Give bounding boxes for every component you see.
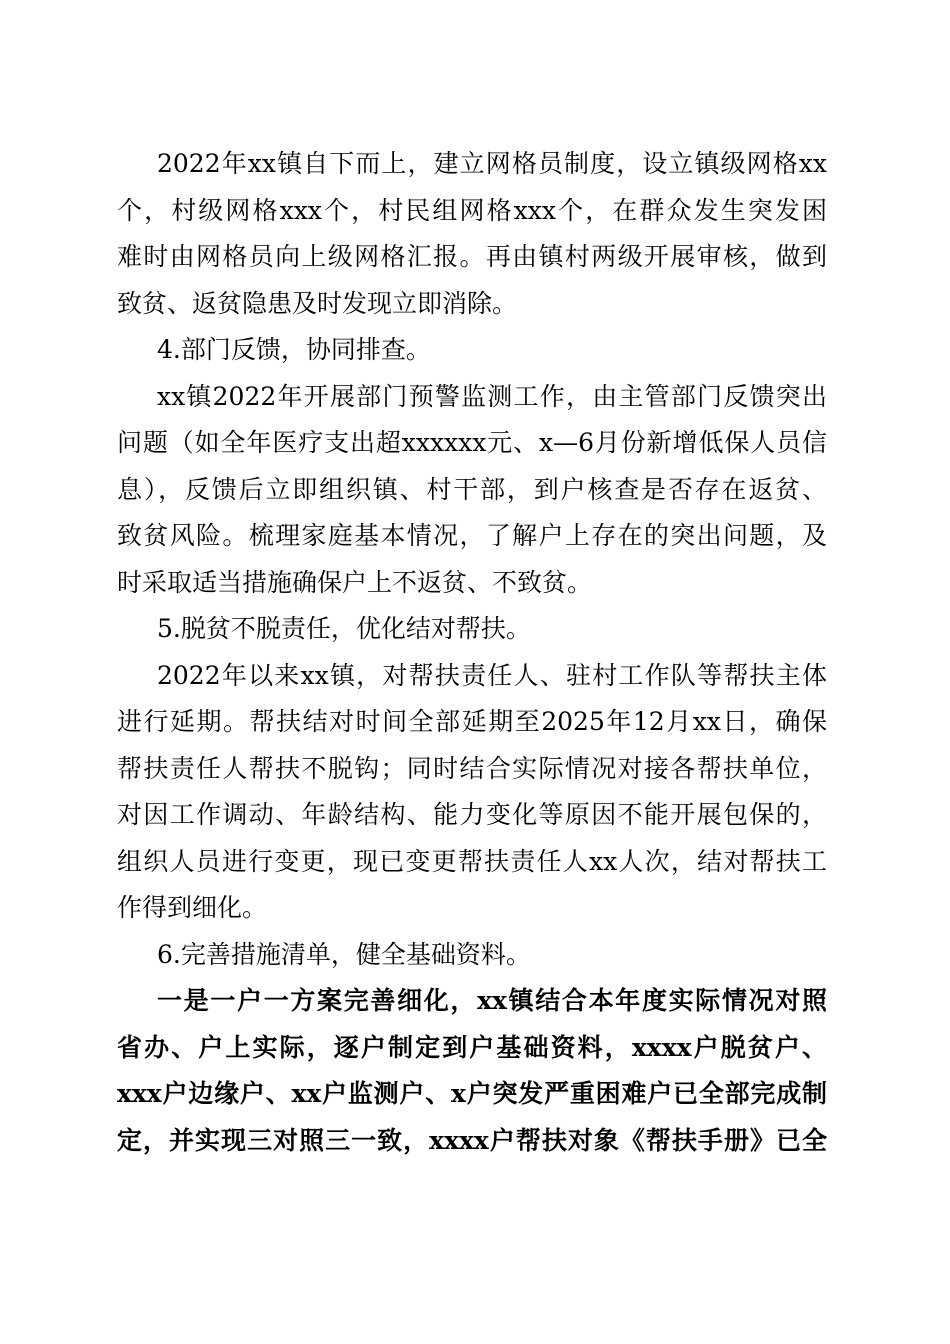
paragraph-line: 定，并实现三对照三一致，xxxx户帮扶对象《帮扶手册》已全 [117,1125,827,1155]
paragraph-line: 组织人员进行变更，现已变更帮扶责任人xx人次，结对帮扶工 [117,846,827,876]
paragraph-line: 一是一户一方案完善细化，xx镇结合本年度实际情况对照 [157,986,827,1015]
paragraph-line: 对因工作调动、年龄结构、能力变化等原因不能开展包保的， [117,800,827,829]
paragraph-line: 难时由网格员向上级网格汇报。再由镇村两级开展审核，做到 [117,242,827,271]
paragraph-line: 作得到细化。 [117,893,268,922]
paragraph-line: 致贫、返贫隐患及时发现立即消除。 [117,288,518,318]
paragraph-line: 致贫风险。梳理家庭基本情况，了解户上存在的突出问题，及 [117,521,827,550]
paragraph-line: 省办、户上实际，逐户制定到户基础资料，xxxx户脱贫户、 [117,1032,827,1062]
paragraph-line: 进行延期。帮扶结对时间全部延期至2025年12月xx日，确保 [117,707,827,736]
paragraph-line: 2022年xx镇自下而上，建立网格员制度，设立镇级网格xx [157,149,827,178]
paragraph-line: 个，村级网格xxx个，村民组网格xxx个，在群众发生突发困 [117,195,827,225]
paragraph-line: 2022年以来xx镇，对帮扶责任人、驻村工作队等帮扶主体 [157,660,827,690]
document-page [117,141,827,1164]
paragraph-line: 帮扶责任人帮扶不脱钩；同时结合实际情况对接各帮扶单位， [117,753,827,783]
paragraph-line: 息），反馈后立即组织镇、村干部，到户核查是否存在返贫、 [117,474,827,504]
section-heading: 5.脱贫不脱责任，优化结对帮扶。 [157,614,531,643]
section-heading: 6.完善措施清单，健全基础资料。 [157,939,531,969]
paragraph-line: xx镇2022年开展部门预警监测工作，由主管部门反馈突出 [157,381,827,411]
paragraph-line: 时采取适当措施确保户上不返贫、不致贫。 [117,567,593,597]
paragraph-line: xxx户边缘户、xx户监测户、x户突发严重困难户已全部完成制 [117,1079,827,1108]
paragraph-line: 问题（如全年医疗支出超xxxxxx元、x—6月份新增低保人员信 [117,428,827,457]
section-heading: 4.部门反馈，协同排查。 [157,335,431,364]
